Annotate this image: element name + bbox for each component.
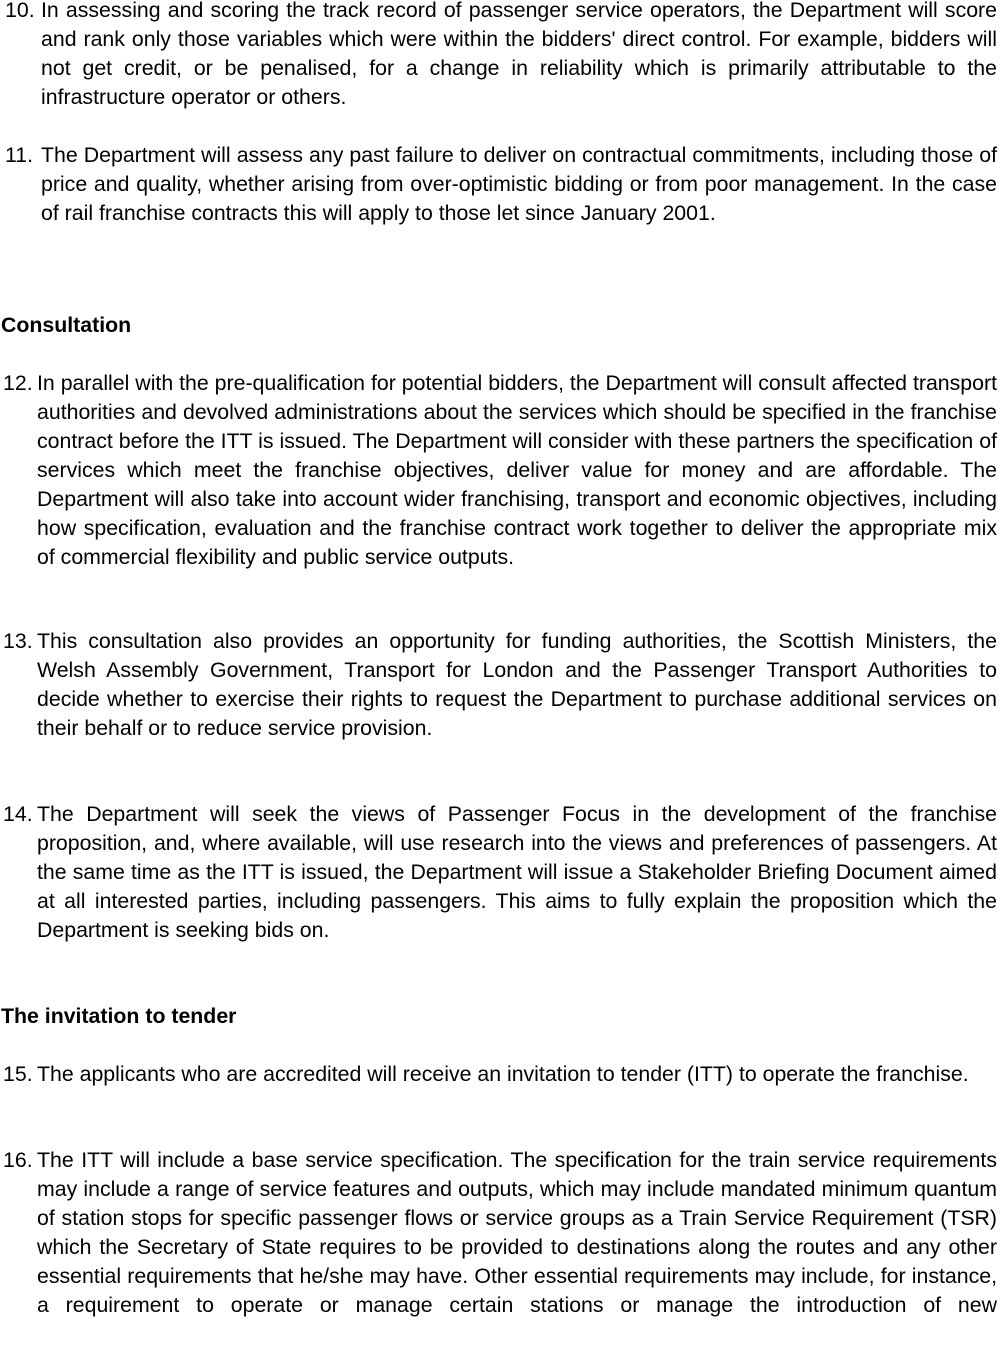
paragraph-number: 15.	[3, 1062, 33, 1086]
paragraph-text: This consultation also provides an opportunity for funding authorities, the Scottish Ministers, the Welsh Assembly Government, Transport for London and the Passenger Transport Authorities to decide whether to exercise their rights to request the Department to purchase additional services on their behalf or to reduce service provision.	[37, 629, 997, 740]
paragraph-text: In parallel with the pre-qualification for potential bidders, the Department will consult affected transport authorities and devolved administrations about the services which should be specified in the franchise contract before the ITT is issued. The Department will consider with these partners the specification of services which meet the franchise objectives, deliver value for money and are affordable. The Department will also take into account wider franchising, transport and economic objectives, including how specification, evaluation and the franchise contract work together to deliver the appropriate mix of commercial flexibility and public service outputs.	[37, 371, 997, 569]
paragraph-text: The applicants who are accredited will receive an invitation to tender (ITT) to operate the franchise.	[37, 1062, 969, 1086]
paragraph-10	[5, 0, 997, 112]
paragraph-text: In assessing and scoring the track record of passenger service operators, the Department will score and rank only those variables which were within the bidders' direct control. For example, bidders will not get credit, or be penalised, for a change in reliability which is primarily attributable to the infrastructure operator or others.	[41, 0, 997, 109]
paragraph-number: 12.	[3, 371, 33, 395]
paragraph-number: 10.	[5, 0, 35, 22]
paragraph-number: 14.	[3, 802, 33, 826]
paragraph-number: 13.	[3, 629, 33, 653]
paragraph-16	[3, 1146, 997, 1320]
paragraph-text: The Department will seek the views of Passenger Focus in the development of the franchise proposition, and, where available, will use research into the views and preferences of passengers. At the same time as the ITT is issued, the Department will issue a Stakeholder Briefing Document aimed at all interested parties, including passengers. This aims to fully explain the proposition which the Department is seeking bids on.	[37, 802, 997, 942]
paragraph-13	[3, 627, 997, 743]
section-heading-consultation: Consultation	[1, 313, 132, 337]
section-heading-invitation-to-tender: The invitation to tender	[1, 1004, 237, 1028]
paragraph-11	[5, 141, 997, 228]
paragraph-number: 11.	[5, 143, 34, 167]
paragraph-12	[3, 369, 997, 572]
paragraph-text: The ITT will include a base service specification. The specification for the train service requirements may include a range of service features and outputs, which may include mandated minimum quantum of station stops for specific passenger flows or service groups as a Train Service Requirement (TSR) which the Secretary of State requires to be provided to destinations along the routes and any other essential requirements that he/she may have. Other essential requirements may include, for instance, a requirement to operate or manage certain stations or manage the introduction of new	[37, 1148, 997, 1317]
paragraph-15	[3, 1060, 997, 1089]
paragraph-text: The Department will assess any past failure to deliver on contractual commitments, including those of price and quality, whether arising from over-optimistic bidding or from poor management. In the case of rail franchise contracts this will apply to those let since January 2001.	[41, 143, 997, 225]
paragraph-14	[3, 800, 997, 945]
paragraph-number: 16.	[3, 1148, 33, 1172]
